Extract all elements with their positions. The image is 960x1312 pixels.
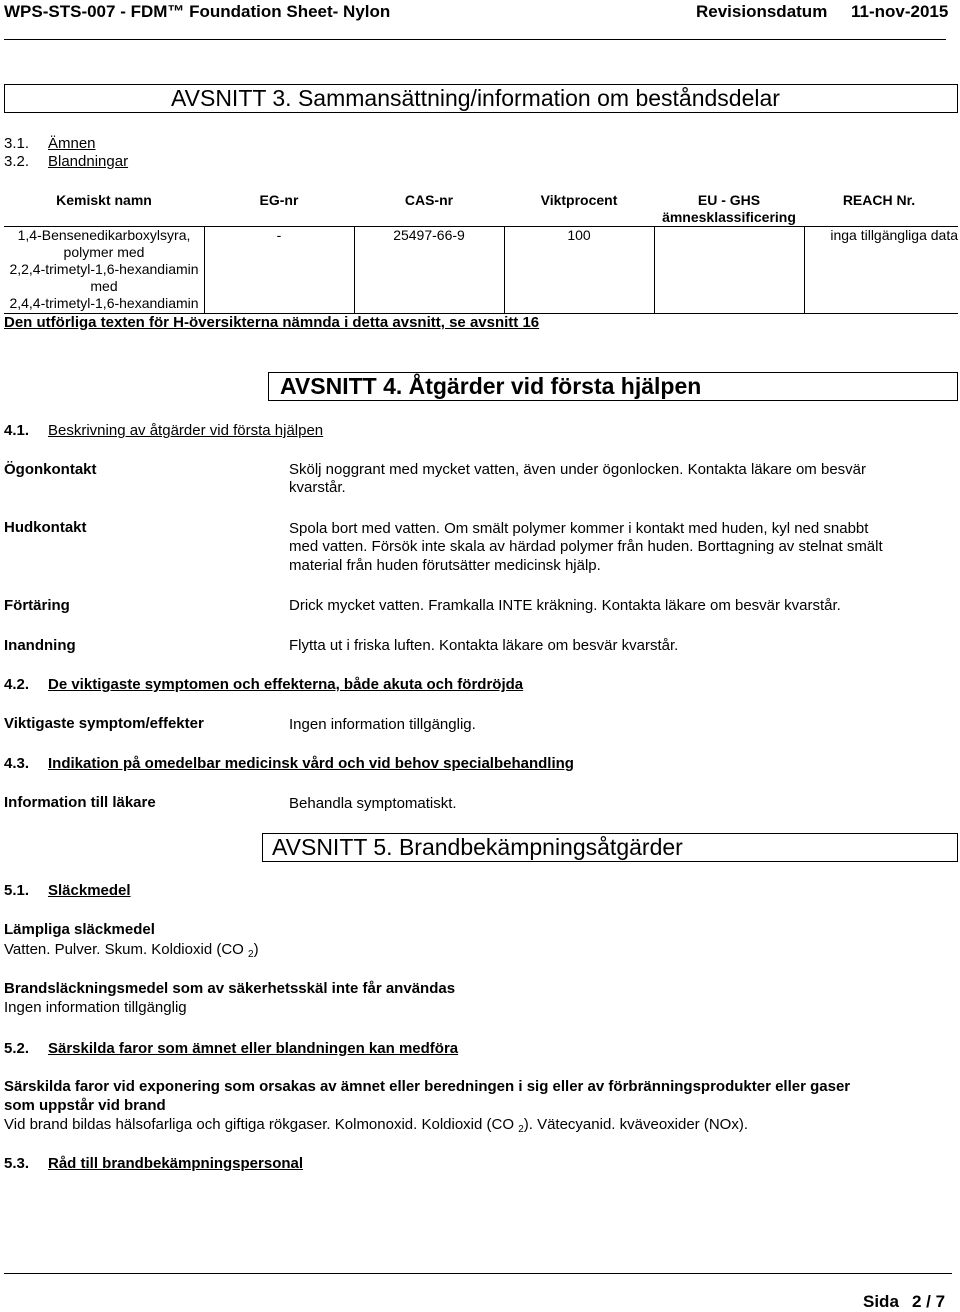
subsection-number: 5.1. xyxy=(4,882,30,899)
subsection-5-1 xyxy=(4,882,131,899)
suitable-media-value: Vatten. Pulver. Skum. Koldioxid (CO xyxy=(4,941,248,958)
section-5-title: AVSNITT 5. Brandbekämpningsåtgärder xyxy=(272,834,683,860)
col-header-cas: CAS-nr xyxy=(404,192,454,208)
table-divider xyxy=(204,227,205,313)
section-4-title: AVSNITT 4. Åtgärder vid första hjälpen xyxy=(280,373,702,399)
subsection-number: 5.3. xyxy=(4,1155,30,1172)
subsection-4-1 xyxy=(4,422,323,439)
subscript: 2 xyxy=(518,1124,524,1135)
inhalation-text: Flytta ut i friska luften. Kontakta läkare om besvär kvarstår. xyxy=(289,637,679,654)
subsection-label: Ämnen xyxy=(48,135,96,152)
eye-contact-text-2: kvarstår. xyxy=(289,479,346,496)
subsection-label: Råd till brandbekämpningspersonal xyxy=(48,1155,304,1172)
ingestion-text: Drick mycket vatten. Framkalla INTE kräkning. Kontakta läkare om besvär kvarstår. xyxy=(289,597,841,614)
chemical-name-line: polymer med xyxy=(63,244,145,260)
special-hazards-label-2: som uppstår vid brand xyxy=(4,1097,166,1114)
doctor-info-text: Behandla symptomatiskt. xyxy=(289,795,457,812)
header-divider xyxy=(4,39,946,40)
special-hazards-end: ). Vätecyanid. kväveoxider (NOx). xyxy=(523,1116,748,1133)
subsection-number: 4.1. xyxy=(4,422,30,439)
weight-cell: 100 xyxy=(567,227,591,243)
col-header-ec: EG-nr xyxy=(259,192,299,208)
skin-contact-text-3: material från huden förutsätter medicinsk hjälp. xyxy=(289,557,601,574)
subsection-number: 5.2. xyxy=(4,1040,30,1057)
subsection-label: Släckmedel xyxy=(48,882,131,899)
subsection-number: 4.2. xyxy=(4,676,30,693)
skin-contact-text-2: med vatten. Försök inte skala av härdad polymer från huden. Borttagning av stelnat smält xyxy=(289,538,883,555)
footer-divider xyxy=(4,1273,952,1274)
chemical-name-line: 2,4,4-trimetyl-1,6-hexandiamin xyxy=(9,295,199,311)
col-header-ghs-2: ämnesklassificering xyxy=(662,209,796,225)
section-4-header xyxy=(268,372,958,401)
subsection-label: De viktigaste symptomen och effekterna, både akuta och fördröjda xyxy=(48,676,524,693)
table-divider xyxy=(654,227,655,313)
ingestion-label: Förtäring xyxy=(4,597,70,614)
chemical-name-line: med xyxy=(90,278,118,294)
subsection-label: Indikation på omedelbar medicinsk vård och vid behov specialbehandling xyxy=(48,755,574,772)
chemical-name-line: 1,4-Bensenedikarboxylsyra, xyxy=(17,227,191,243)
eye-contact-text: Skölj noggrant med mycket vatten, även under ögonlocken. Kontakta läkare om besvär xyxy=(289,461,866,478)
special-hazards-value: Vid brand bildas hälsofarliga och giftiga rökgaser. Kolmonoxid. Koldioxid (CO xyxy=(4,1116,519,1133)
col-header-weight: Viktprocent xyxy=(540,192,618,208)
suitable-media-end: ) xyxy=(253,941,259,958)
section-3-header xyxy=(4,84,958,113)
chemical-name-cell xyxy=(4,227,204,312)
table-divider xyxy=(504,227,505,313)
special-hazards-label: Särskilda faror vid exponering som orsakas av ämnet eller beredningen i sig eller av förbränningsprodukter eller gaser xyxy=(4,1078,851,1095)
eye-contact-label: Ögonkontakt xyxy=(4,461,97,478)
h-statements-footnote: Den utförliga texten för H-översikterna nämnda i detta avsnitt, se avsnitt 16 xyxy=(4,314,540,331)
unsuitable-media-text: Ingen information tillgänglig xyxy=(4,999,187,1016)
special-hazards-text xyxy=(4,1116,748,1133)
subsection-3-1 xyxy=(4,135,96,152)
skin-contact-text: Spola bort med vatten. Om smält polymer kommer i kontakt med huden, kyl ned snabbt xyxy=(289,520,869,537)
table-divider xyxy=(804,227,805,313)
subsection-label: Beskrivning av åtgärder vid första hjälpen xyxy=(48,422,324,439)
suitable-media-text xyxy=(4,941,259,958)
subsection-number: 3.2. xyxy=(4,153,30,170)
subsection-number: 4.3. xyxy=(4,755,30,772)
subscript: 2 xyxy=(248,949,254,960)
doctor-info-label: Information till läkare xyxy=(4,794,156,811)
inhalation-label: Inandning xyxy=(4,637,76,654)
subsection-5-3 xyxy=(4,1155,303,1172)
symptoms-label: Viktigaste symptom/effekter xyxy=(4,715,204,732)
ec-cell: - xyxy=(276,227,282,243)
revision-label: Revisionsdatum xyxy=(696,2,828,21)
skin-contact-label: Hudkontakt xyxy=(4,519,87,536)
chemical-name-line: 2,2,4-trimetyl-1,6-hexandiamin xyxy=(9,261,199,277)
col-header-ghs: EU - GHS xyxy=(697,192,761,208)
page-number: 2 / 7 xyxy=(912,1292,946,1311)
subsection-3-2 xyxy=(4,153,128,170)
table-divider xyxy=(354,227,355,313)
subsection-number: 3.1. xyxy=(4,135,30,152)
cas-cell: 25497-66-9 xyxy=(393,227,465,243)
page-label: Sida xyxy=(863,1292,899,1311)
section-3-title: AVSNITT 3. Sammansättning/information om beståndsdelar xyxy=(171,85,780,111)
section-5-header xyxy=(262,833,958,862)
suitable-media-label: Lämpliga släckmedel xyxy=(4,921,155,938)
symptoms-text: Ingen information tillgänglig. xyxy=(289,716,476,733)
document-title: WPS-STS-007 - FDM™ Foundation Sheet- Nylon xyxy=(4,2,391,21)
reach-cell: inga tillgängliga data xyxy=(830,227,958,243)
revision-date: 11-nov-2015 xyxy=(851,2,949,21)
subsection-label: Särskilda faror som ämnet eller blandningen kan medföra xyxy=(48,1040,459,1057)
subsection-4-2 xyxy=(4,676,523,693)
subsection-4-3 xyxy=(4,755,574,772)
subsection-5-2 xyxy=(4,1040,458,1057)
subsection-label: Blandningar xyxy=(48,153,129,170)
unsuitable-media-label: Brandsläckningsmedel som av säkerhetsskäl inte får användas xyxy=(4,980,456,997)
col-header-name: Kemiskt namn xyxy=(56,192,152,208)
col-header-reach: REACH Nr. xyxy=(842,192,916,208)
